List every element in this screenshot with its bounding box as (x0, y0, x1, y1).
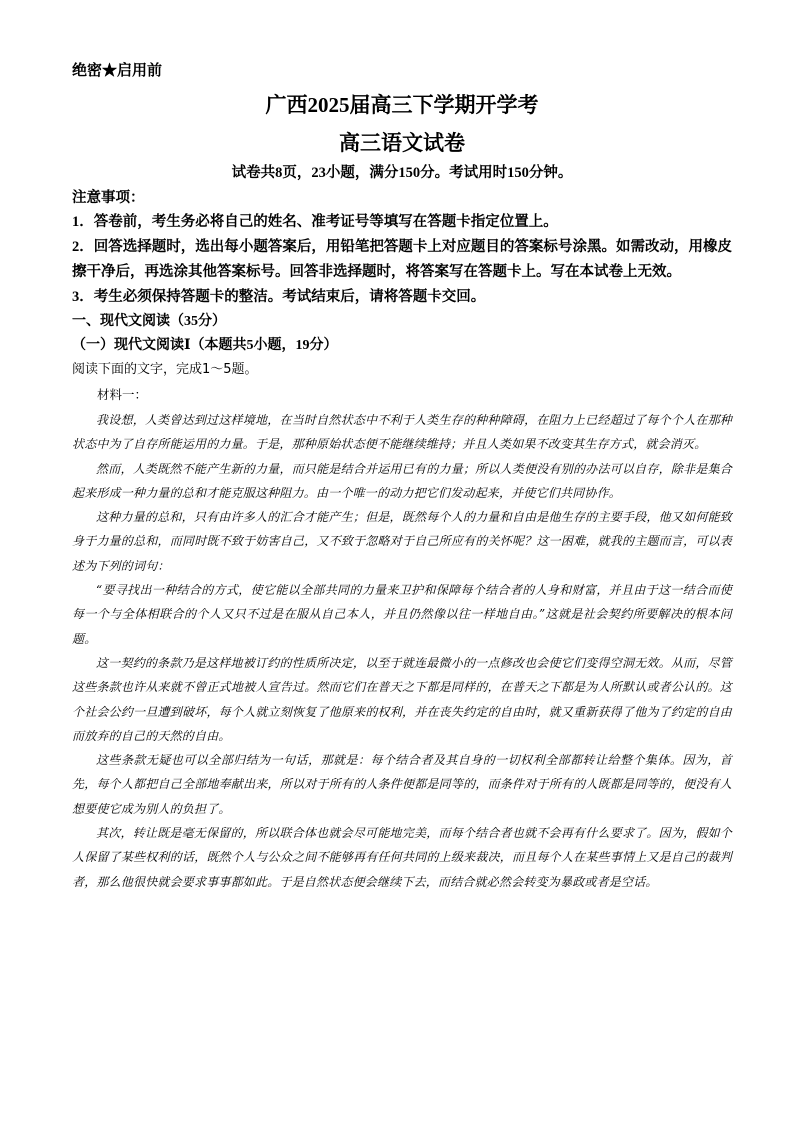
material-paragraph: 这一契约的条款乃是这样地被订约的性质所决定，以至于就连最微小的一点修改也会使它们变得空洞无效。从而，尽管这些条款也许从来就不曾正式地被人宣告过。然而它们在普天之下都是同样的，在普天之下都是为人所默认或者公认的。这个社会公约一旦遭到破坏，每个人就立刻恢复了他原来的权利，并在丧失约定的自由时，就又重新获得了他为了约定的自由而放弃的自己的天然的自由。 (72, 655, 732, 743)
exam-title: 广西2025届高三下学期开学考 (265, 93, 539, 117)
material-paragraph: 这些条款无疑也可以全部归结为一句话，那就是：每个结合者及其自身的一切权利全部都转让给整个集体。因为，首先，每个人都把自己全部地奉献出来，所以对于所有的人条件便都是同等的，而条件对于所有的人既都是同等的，便没有人想要使它成为别人的负担了。 (72, 753, 732, 816)
confidential-label: 绝密★启用前 (72, 63, 163, 79)
notice-item: 2．回答选择题时，选出每小题答案后，用铅笔把答题卡上对应题目的答案标号涂黑。如需改动，用橡皮擦干净后，再选涂其他答案标号。回答非选择题时，将答案写在答题卡上。写在本试卷上无效。 (72, 239, 732, 280)
notice-item: 1．答卷前，考生务必将自己的姓名、准考证号等填写在答题卡指定位置上。 (72, 214, 558, 230)
exam-subtitle: 高三语文试卷 (339, 131, 465, 155)
material-paragraph: 我设想，人类曾达到过这样境地，在当时自然状态中不利于人类生存的种种障碍，在阻力上已经超过了每个个人在那种状态中为了自存所能运用的力量。于是，那种原始状态便不能继续维持；并且人类如果不改变其生存方式，就会消灭。 (72, 413, 732, 452)
section-title: 一、现代文阅读（35分） (72, 314, 226, 329)
material-paragraph: “要寻找出一种结合的方式，使它能以全部共同的力量来卫护和保障每个结合者的人身和财富，并且由于这一结合而使每一个与全体相联合的个人又只不过是在服从自己本人，并且仍然像以往一样地自由。”这就是社会契约所要解决的根本问题。 (72, 583, 732, 646)
exam-info: 试卷共8页，23小题，满分150分。考试用时150分钟。 (231, 165, 573, 181)
material-paragraph: 其次，转让既是毫无保留的，所以联合体也就会尽可能地完美，而每个结合者也就不会再有什么要求了。因为，假如个人保留了某些权利的话，既然个人与公众之间不能够再有任何共同的上级来裁决，而且每个人在某些事情上又是自己的裁判者，那么他很快就会要求事事都如此。于是自然状态便会继续下去，而结合就必然会转变为暴政或者是空话。 (72, 826, 732, 889)
notice-item: 3．考生必须保持答题卡的整洁。考试结束后，请将答题卡交回。 (72, 289, 486, 305)
subsection-title: （一）现代文阅读Ⅰ（本题共5小题，19分） (72, 338, 338, 353)
notice-heading: 注意事项： (72, 190, 145, 206)
material-paragraph: 这种力量的总和，只有由许多人的汇合才能产生；但是，既然每个人的力量和自由是他生存的主要手段，他又如何能致身于力量的总和，而同时既不致于妨害自己，又不致于忽略对于自己所应有的关怀呢？这一困难，就我的主题而言，可以表述为下列的词句： (72, 510, 732, 573)
material-label: 材料一： (97, 387, 148, 402)
exam-page (72, 60, 732, 894)
reading-instruction: 阅读下面的文字，完成1～5题。 (72, 362, 258, 377)
material-paragraph: 然而，人类既然不能产生新的力量，而只能是结合并运用已有的力量；所以人类便没有别的办法可以自存，除非是集合起来形成一种力量的总和才能克服这种阻力。由一个唯一的动力把它们发动起来，并使它们共同协作。 (72, 461, 732, 500)
